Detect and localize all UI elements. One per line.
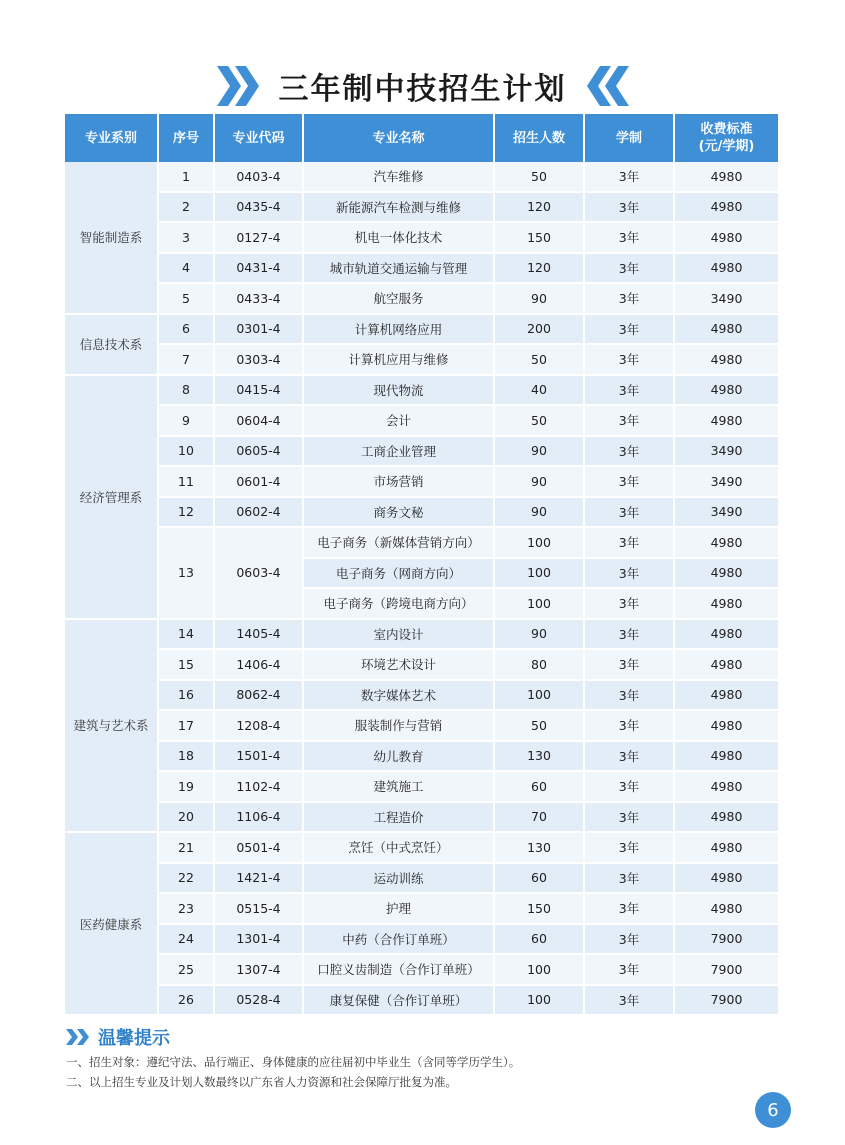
row-years: 3年	[584, 649, 674, 680]
tip-line-2: 二、以上招生专业及计划人数最终以广东省人力资源和社会保障厅批复为准。	[66, 1075, 457, 1089]
table-row	[65, 741, 778, 772]
row-no: 15	[158, 649, 214, 680]
row-years: 3年	[584, 436, 674, 467]
row-fee: 4980	[674, 771, 778, 802]
row-count: 60	[494, 771, 584, 802]
row-fee: 4980	[674, 558, 778, 589]
row-count: 130	[494, 832, 584, 863]
row-name: 航空服务	[303, 283, 494, 314]
row-count: 100	[494, 680, 584, 711]
table-row	[65, 710, 778, 741]
row-code: 8062-4	[214, 680, 303, 711]
row-years: 3年	[584, 832, 674, 863]
dept-cell: 信息技术系	[65, 314, 158, 375]
row-code: 0415-4	[214, 375, 303, 406]
row-name: 电子商务（网商方向）	[303, 558, 494, 589]
row-name: 现代物流	[303, 375, 494, 406]
row-code: 1307-4	[214, 954, 303, 985]
row-count: 150	[494, 222, 584, 253]
row-fee: 3490	[674, 466, 778, 497]
row-count: 60	[494, 924, 584, 955]
row-no: 12	[158, 497, 214, 528]
table-row	[65, 924, 778, 955]
row-years: 3年	[584, 162, 674, 192]
row-years: 3年	[584, 802, 674, 833]
table-row	[65, 405, 778, 436]
row-name: 市场营销	[303, 466, 494, 497]
row-years: 3年	[584, 527, 674, 558]
row-count: 90	[494, 497, 584, 528]
row-count: 120	[494, 253, 584, 284]
row-fee: 7900	[674, 954, 778, 985]
row-count: 90	[494, 436, 584, 467]
title-bar	[0, 62, 845, 110]
row-name: 计算机网络应用	[303, 314, 494, 345]
header-code: 专业代码	[214, 114, 303, 162]
row-name: 电子商务（跨境电商方向）	[303, 588, 494, 619]
row-name: 环境艺术设计	[303, 649, 494, 680]
row-count: 100	[494, 985, 584, 1016]
row-years: 3年	[584, 680, 674, 711]
double-chevron-right-icon	[66, 1029, 92, 1045]
row-years: 3年	[584, 863, 674, 894]
row-code: 0501-4	[214, 832, 303, 863]
table-row	[65, 893, 778, 924]
table-row	[65, 192, 778, 223]
row-no: 6	[158, 314, 214, 345]
row-name: 计算机应用与维修	[303, 344, 494, 375]
header-count: 招生人数	[494, 114, 584, 162]
row-name: 新能源汽车检测与维修	[303, 192, 494, 223]
row-count: 80	[494, 649, 584, 680]
table-row	[65, 283, 778, 314]
row-no: 2	[158, 192, 214, 223]
row-name: 服装制作与营销	[303, 710, 494, 741]
row-fee: 4980	[674, 649, 778, 680]
row-years: 3年	[584, 893, 674, 924]
row-code: 0303-4	[214, 344, 303, 375]
row-no: 4	[158, 253, 214, 284]
row-fee: 4980	[674, 375, 778, 406]
dept-cell: 智能制造系	[65, 162, 158, 314]
row-code: 0605-4	[214, 436, 303, 467]
row-no: 10	[158, 436, 214, 467]
enrollment-plan-table	[65, 114, 778, 1016]
row-count: 100	[494, 527, 584, 558]
row-no: 22	[158, 863, 214, 894]
row-code: 1102-4	[214, 771, 303, 802]
row-years: 3年	[584, 405, 674, 436]
row-no: 1	[158, 162, 214, 192]
row-no: 26	[158, 985, 214, 1016]
row-code: 1301-4	[214, 924, 303, 955]
row-count: 90	[494, 466, 584, 497]
table-row	[65, 649, 778, 680]
row-years: 3年	[584, 314, 674, 345]
table-row	[65, 832, 778, 863]
row-name: 电子商务（新媒体营销方向）	[303, 527, 494, 558]
header-dept: 专业系别	[65, 114, 158, 162]
row-fee: 7900	[674, 985, 778, 1016]
row-years: 3年	[584, 222, 674, 253]
row-years: 3年	[584, 619, 674, 650]
row-count: 100	[494, 558, 584, 589]
row-fee: 7900	[674, 924, 778, 955]
row-name: 口腔义齿制造（合作订单班）	[303, 954, 494, 985]
row-code: 1406-4	[214, 649, 303, 680]
row-years: 3年	[584, 588, 674, 619]
row-code: 0603-4	[214, 527, 303, 619]
table-row	[65, 436, 778, 467]
row-years: 3年	[584, 497, 674, 528]
row-code: 1405-4	[214, 619, 303, 650]
table-row	[65, 314, 778, 345]
row-name: 汽车维修	[303, 162, 494, 192]
row-fee: 4980	[674, 710, 778, 741]
row-name: 运动训练	[303, 863, 494, 894]
row-code: 0431-4	[214, 253, 303, 284]
row-years: 3年	[584, 192, 674, 223]
row-years: 3年	[584, 771, 674, 802]
page-title: 三年制中技招生计划	[278, 72, 567, 107]
row-count: 150	[494, 893, 584, 924]
row-code: 1208-4	[214, 710, 303, 741]
row-code: 0604-4	[214, 405, 303, 436]
row-name: 烹饪（中式烹饪）	[303, 832, 494, 863]
row-no: 20	[158, 802, 214, 833]
header-fee-unit: (元/学期)	[698, 139, 755, 154]
row-fee: 4980	[674, 680, 778, 711]
double-chevron-left-icon	[585, 66, 629, 106]
row-no: 9	[158, 405, 214, 436]
table-body	[65, 162, 778, 1015]
table-row	[65, 375, 778, 406]
table-row	[65, 344, 778, 375]
row-years: 3年	[584, 375, 674, 406]
row-count: 130	[494, 741, 584, 772]
table-header-row	[65, 114, 778, 162]
tip-line-1: 一、招生对象：遵纪守法、品行端正、身体健康的应往届初中毕业生（含同等学历学生）。	[66, 1055, 521, 1069]
row-years: 3年	[584, 558, 674, 589]
row-no: 7	[158, 344, 214, 375]
row-code: 0528-4	[214, 985, 303, 1016]
row-fee: 3490	[674, 436, 778, 467]
row-no: 3	[158, 222, 214, 253]
dept-cell: 经济管理系	[65, 375, 158, 619]
table-row	[65, 802, 778, 833]
row-fee: 3490	[674, 283, 778, 314]
row-fee: 4980	[674, 863, 778, 894]
row-fee: 4980	[674, 314, 778, 345]
row-code: 0601-4	[214, 466, 303, 497]
header-fee-label: 收费标准	[700, 122, 753, 137]
row-fee: 4980	[674, 192, 778, 223]
header-name: 专业名称	[303, 114, 494, 162]
table-row	[65, 680, 778, 711]
row-no: 14	[158, 619, 214, 650]
dept-cell: 建筑与艺术系	[65, 619, 158, 833]
tips-title: 温馨提示	[98, 1028, 170, 1049]
row-count: 200	[494, 314, 584, 345]
table-row	[65, 253, 778, 284]
row-years: 3年	[584, 741, 674, 772]
row-name: 护理	[303, 893, 494, 924]
row-no: 23	[158, 893, 214, 924]
table-row	[65, 985, 778, 1016]
row-no: 5	[158, 283, 214, 314]
row-no: 19	[158, 771, 214, 802]
row-years: 3年	[584, 954, 674, 985]
row-fee: 4980	[674, 253, 778, 284]
dept-cell: 医药健康系	[65, 832, 158, 1015]
table-row	[65, 619, 778, 650]
row-fee: 4980	[674, 832, 778, 863]
row-fee: 4980	[674, 588, 778, 619]
page-number: 6	[755, 1092, 791, 1128]
row-years: 3年	[584, 985, 674, 1016]
double-chevron-right-icon	[217, 66, 261, 106]
table-row	[65, 527, 778, 558]
row-years: 3年	[584, 253, 674, 284]
table-row	[65, 954, 778, 985]
row-code: 0433-4	[214, 283, 303, 314]
row-count: 90	[494, 283, 584, 314]
row-code: 1501-4	[214, 741, 303, 772]
table-row	[65, 466, 778, 497]
row-name: 城市轨道交通运输与管理	[303, 253, 494, 284]
row-fee: 3490	[674, 497, 778, 528]
table-row	[65, 863, 778, 894]
row-code: 0435-4	[214, 192, 303, 223]
row-name: 室内设计	[303, 619, 494, 650]
row-count: 70	[494, 802, 584, 833]
row-count: 100	[494, 954, 584, 985]
row-no: 16	[158, 680, 214, 711]
row-years: 3年	[584, 924, 674, 955]
row-fee: 4980	[674, 619, 778, 650]
row-count: 50	[494, 405, 584, 436]
tips-section	[66, 1024, 520, 1090]
table-row	[65, 222, 778, 253]
row-name: 中药（合作订单班）	[303, 924, 494, 955]
row-code: 0127-4	[214, 222, 303, 253]
row-name: 工程造价	[303, 802, 494, 833]
row-no: 21	[158, 832, 214, 863]
row-count: 120	[494, 192, 584, 223]
row-fee: 4980	[674, 162, 778, 192]
table-row	[65, 162, 778, 192]
row-name: 机电一体化技术	[303, 222, 494, 253]
row-fee: 4980	[674, 893, 778, 924]
header-no: 序号	[158, 114, 214, 162]
row-fee: 4980	[674, 405, 778, 436]
row-name: 幼儿教育	[303, 741, 494, 772]
row-count: 50	[494, 162, 584, 192]
row-count: 40	[494, 375, 584, 406]
row-no: 25	[158, 954, 214, 985]
row-count: 50	[494, 344, 584, 375]
row-no: 13	[158, 527, 214, 619]
row-no: 8	[158, 375, 214, 406]
row-code: 1106-4	[214, 802, 303, 833]
row-code: 0301-4	[214, 314, 303, 345]
row-no: 17	[158, 710, 214, 741]
header-fee	[674, 114, 778, 162]
row-name: 康复保健（合作订单班）	[303, 985, 494, 1016]
row-name: 数字媒体艺术	[303, 680, 494, 711]
header-years: 学制	[584, 114, 674, 162]
row-name: 商务文秘	[303, 497, 494, 528]
row-years: 3年	[584, 466, 674, 497]
row-name: 会计	[303, 405, 494, 436]
row-fee: 4980	[674, 802, 778, 833]
row-code: 0403-4	[214, 162, 303, 192]
table-row	[65, 771, 778, 802]
row-fee: 4980	[674, 222, 778, 253]
row-code: 0602-4	[214, 497, 303, 528]
row-no: 18	[158, 741, 214, 772]
row-years: 3年	[584, 710, 674, 741]
row-count: 90	[494, 619, 584, 650]
row-years: 3年	[584, 283, 674, 314]
row-no: 24	[158, 924, 214, 955]
row-fee: 4980	[674, 344, 778, 375]
row-name: 工商企业管理	[303, 436, 494, 467]
row-name: 建筑施工	[303, 771, 494, 802]
row-fee: 4980	[674, 527, 778, 558]
table-row	[65, 497, 778, 528]
row-years: 3年	[584, 344, 674, 375]
row-count: 100	[494, 588, 584, 619]
row-code: 1421-4	[214, 863, 303, 894]
row-code: 0515-4	[214, 893, 303, 924]
row-fee: 4980	[674, 741, 778, 772]
row-count: 50	[494, 710, 584, 741]
row-count: 60	[494, 863, 584, 894]
row-no: 11	[158, 466, 214, 497]
